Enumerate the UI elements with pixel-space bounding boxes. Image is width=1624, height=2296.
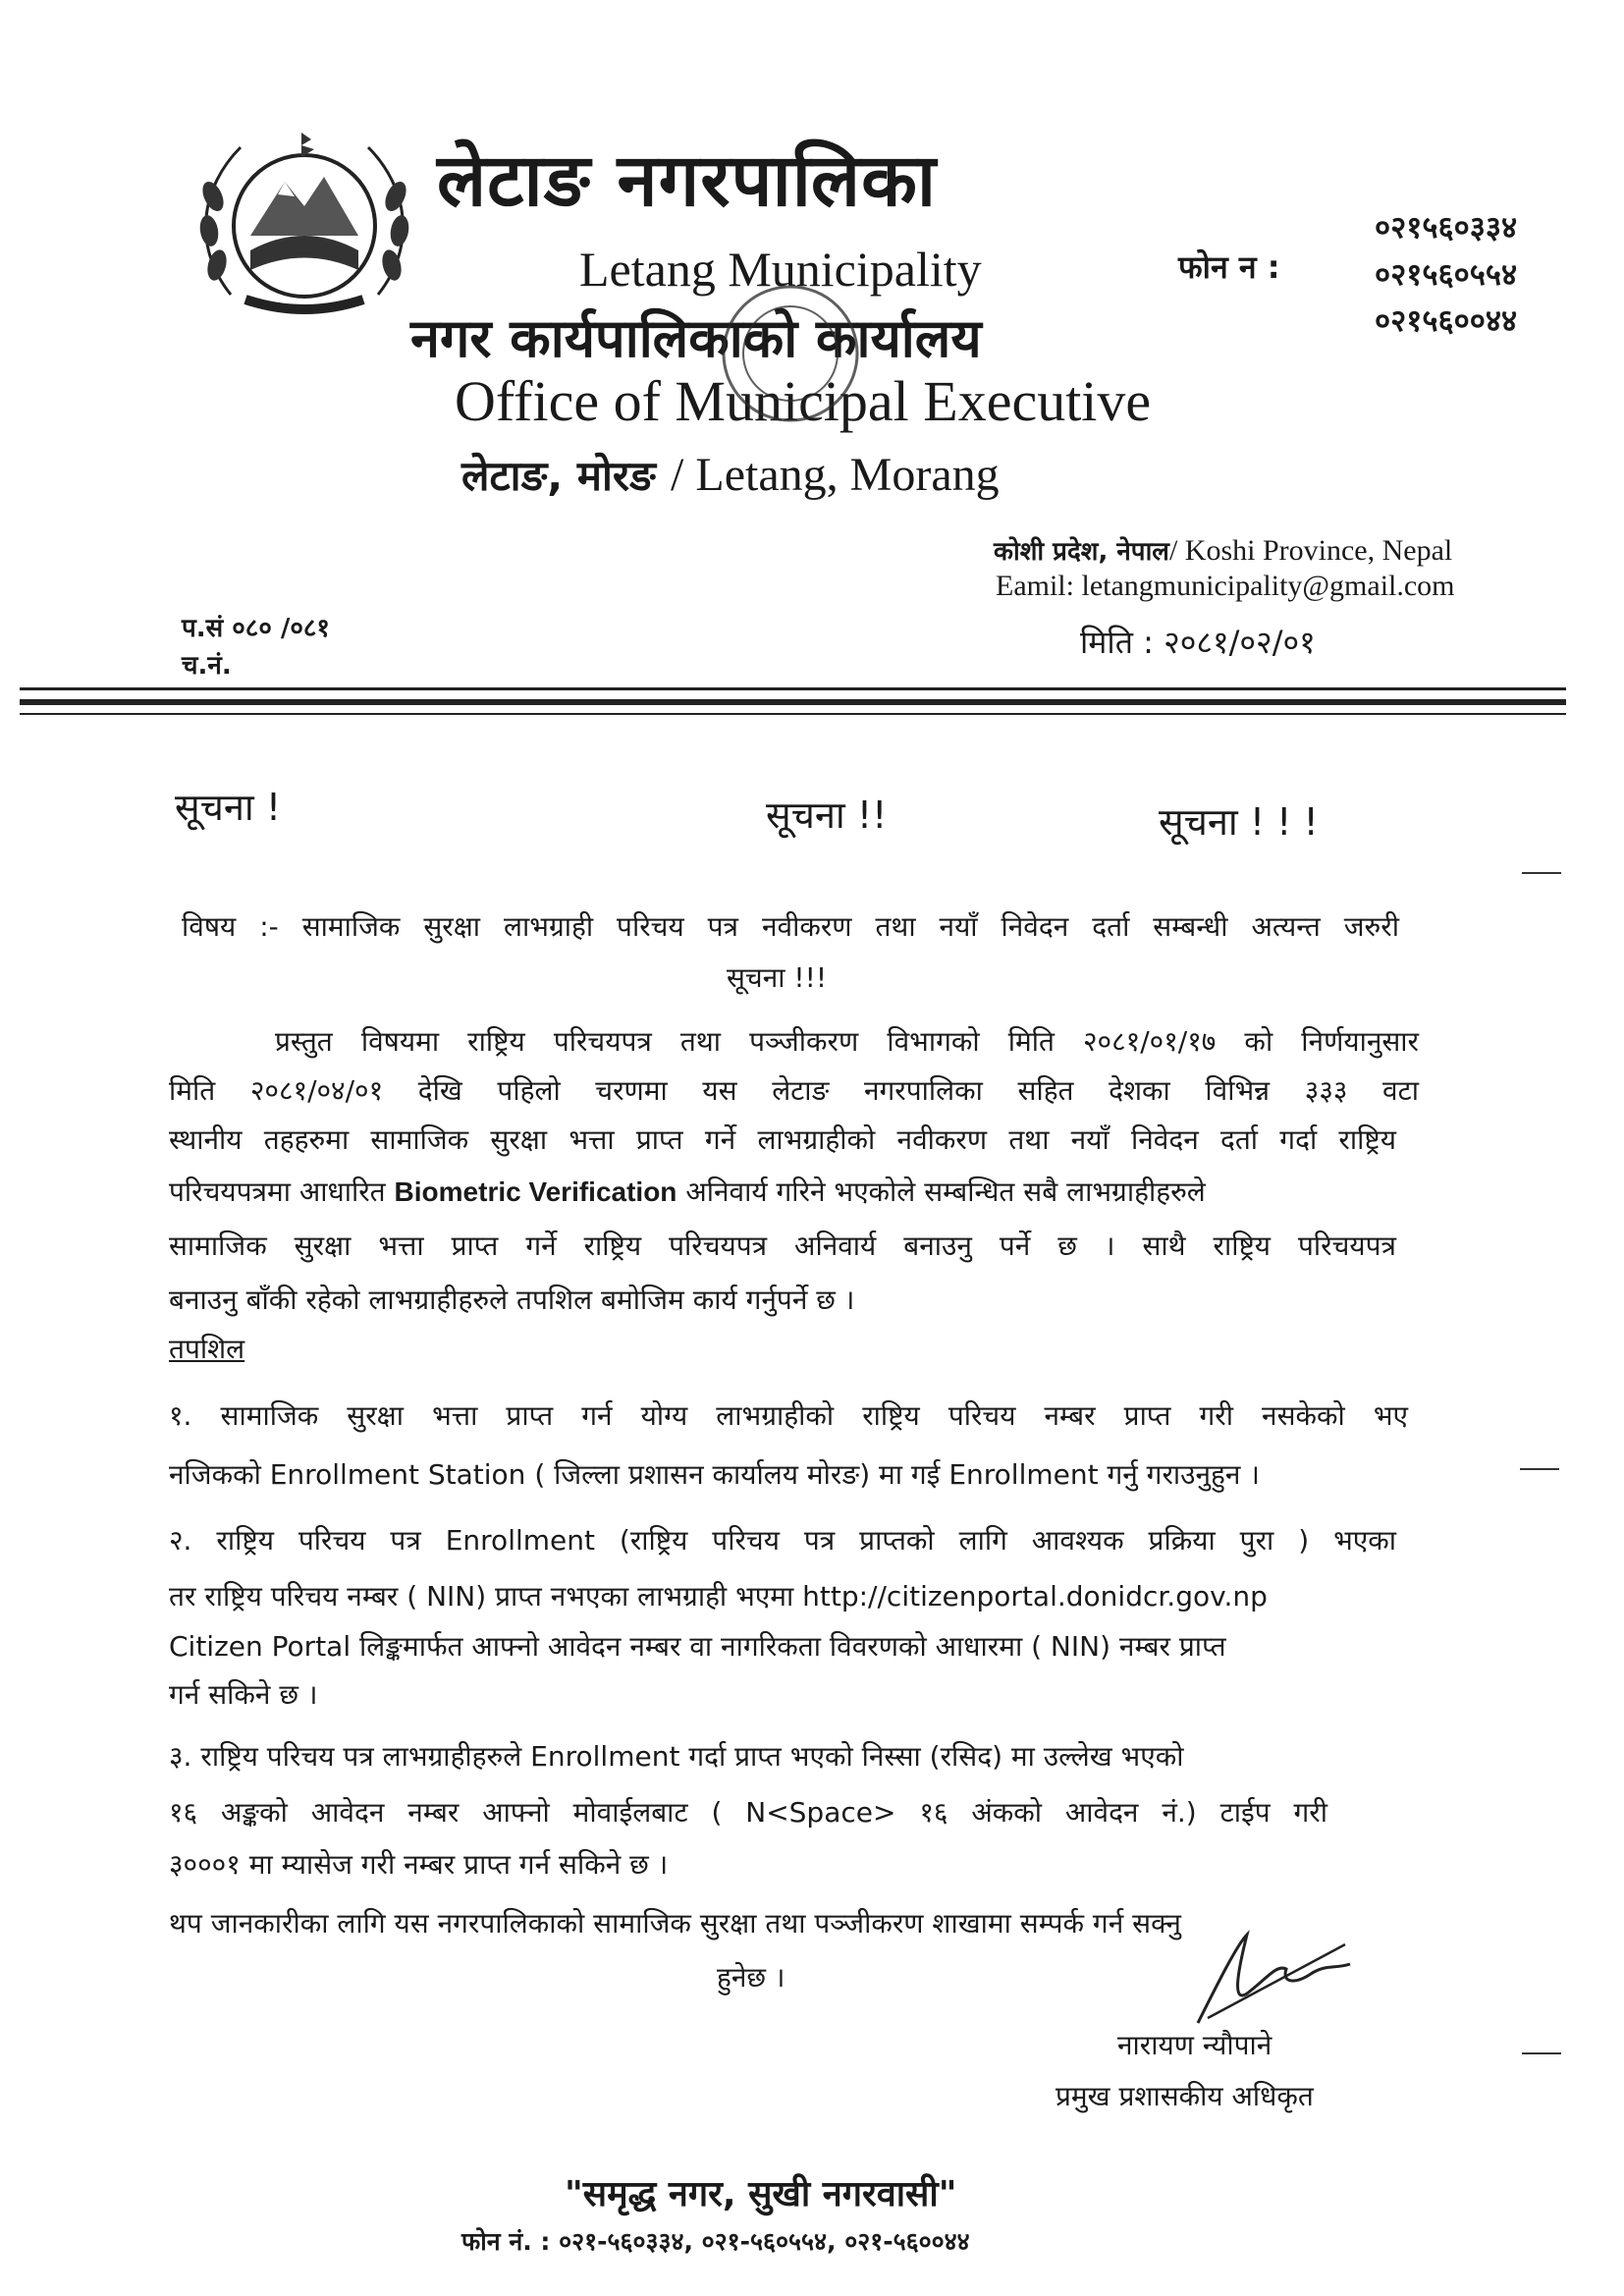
phone-number-1: ०२१५६०३३४ [1375, 210, 1518, 246]
office-title-np: नगर कार्यपालिकाको कार्यालय [410, 307, 982, 369]
notice-heading-2: सूचना !! [766, 793, 888, 837]
body-line-1: प्रस्तुत विषयमा राष्ट्रिय परिचयपत्र तथा पञ्जीकरण विभागको मिति २०८१/०१/१७ को निर्णयानुसार [275, 1025, 1419, 1058]
item-1-line-1: १. सामाजिक सुरक्षा भत्ता प्राप्त गर्न योग्य लाभग्राहीको राष्ट्रिय परिचय नम्बर प्राप्त गरी नसकेको भए [169, 1399, 1408, 1432]
location-np: लेटाङ, मोरङ [461, 452, 656, 500]
phone-label: फोन न : [1178, 248, 1280, 286]
province-line [994, 532, 1452, 568]
body-line-6: बनाउनु बाँकी रहेको लाभग्राहीहरुले तपशिल बमोजिम कार्य गर्नुपर्ने छ । [169, 1284, 855, 1316]
item-3-line-3: ३०००१ मा म्यासेज गरी नम्बर प्राप्त गर्न सकिने छ । [169, 1848, 669, 1881]
municipality-title-en: Letang Municipality [579, 242, 982, 297]
header-separator-top [20, 687, 1566, 690]
dispatch-number: च.नं. [182, 651, 232, 681]
signature [1178, 1925, 1375, 2043]
office-stamp [717, 280, 864, 427]
margin-mark-3 [1522, 2052, 1561, 2054]
letter-date: मिति : २०८१/०२/०१ [1080, 624, 1316, 661]
reference-number: प.सं ०८० /०८१ [182, 614, 330, 643]
municipality-emblem [191, 128, 417, 324]
office-title-en: Office of Municipal Executive [455, 369, 1152, 433]
margin-mark-2 [1520, 1468, 1559, 1470]
item-3-line-1: ३. राष्ट्रिय परिचय पत्र लाभग्राहीहरुले Enrollment गर्दा प्राप्त भएको निस्सा (रसिद) मा उल्लेख भएको [169, 1740, 1184, 1773]
subject-line-1: विषय :- सामाजिक सुरक्षा लाभग्राही परिचय पत्र नवीकरण तथा नयाँ निवेदन दर्ता सम्बन्धी अत्यन्त जरुरी [182, 910, 1399, 943]
signatory-name: नारायण न्यौपाने [1117, 2029, 1272, 2061]
body-line-4-biometric: Biometric Verification [394, 1176, 677, 1207]
closing-line-2: हुनेछ । [717, 1961, 785, 1994]
province-en: / Koshi Province, Nepal [1168, 534, 1453, 567]
header-separator-thin [20, 713, 1566, 715]
footer-slogan: "समृद्ध नगर, सुखी नगरवासी" [565, 2174, 957, 2214]
item-2-line-3: Citizen Portal लिङ्कमार्फत आफ्नो आवेदन नम्बर वा नागरिकता विवरणको आधारमा ( NIN) नम्बर प्राप्त [169, 1630, 1226, 1663]
item-1-line-2: नजिकको Enrollment Station ( जिल्ला प्रशासन कार्यालय मोरङ) मा गई Enrollment गर्नु गराउनुहुन । [169, 1458, 1260, 1491]
email-line: Eamil: letangmunicipality@gmail.com [996, 570, 1455, 602]
body-line-3: स्थानीय तहहरुमा सामाजिक सुरक्षा भत्ता प्राप्त गर्ने लाभग्राहीको नवीकरण तथा नयाँ निवेदन दर्ता गर्दा राष्ट्रिय [169, 1123, 1396, 1156]
province-np: कोशी प्रदेश, नेपाल [994, 537, 1169, 567]
notice-heading-3: सूचना ! ! ! [1159, 800, 1319, 844]
tapashil-heading: तपशिल [169, 1333, 245, 1365]
body-line-4 [169, 1175, 1406, 1208]
closing-line-1: थप जानकारीका लागि यस नगरपालिकाको सामाजिक सुरक्षा तथा पञ्जीकरण शाखामा सम्पर्क गर्न सक्नु [169, 1907, 1181, 1940]
body-line-2: मिति २०८१/०४/०१ देखि पहिलो चरणमा यस लेटाङ नगरपालिका सहित देशका विभिन्न ३३३ वटा [169, 1074, 1419, 1107]
item-3-line-2: १६ अङ्कको आवेदन नम्बर आफ्नो मोवाईलबाट ( N<Space> १६ अंकको आवेदन नं.) टाईप गरी [169, 1796, 1327, 1829]
margin-mark-1 [1522, 872, 1561, 874]
footer-phone: फोन नं. : ०२१-५६०३३४, ०२१-५६०५५४, ०२१-५६००४४ [461, 2227, 970, 2256]
item-2-line-2: तर राष्ट्रिय परिचय नम्बर ( NIN) प्राप्त नभएका लाभग्राही भएमा http://citizenportal.donidcr.gov.np [169, 1580, 1268, 1613]
body-line-4-part-1: परिचयपत्रमा आधारित [169, 1175, 386, 1208]
item-2-line-4: गर्न सकिने छ । [169, 1678, 318, 1711]
item-2-line-1: २. राष्ट्रिय परिचय पत्र Enrollment (राष्ट्रिय परिचय पत्र प्राप्तको लागि आवश्यक प्रक्रिया पुरा ) भएका [169, 1524, 1396, 1557]
body-line-5: सामाजिक सुरक्षा भत्ता प्राप्त गर्ने राष्ट्रिय परिचयपत्र अनिवार्य बनाउनु पर्ने छ । साथै राष्ट्रिय परिचयपत्र [169, 1230, 1396, 1262]
phone-number-2: ०२१५६०५५४ [1375, 257, 1518, 293]
phone-number-3: ०२१५६००४४ [1375, 303, 1518, 339]
body-line-4-part-2: अनिवार्य गरिने भएकोले सम्बन्धित सबै लाभग्राहीहरुले [685, 1175, 1206, 1208]
notice-heading-1: सूचना ! [175, 786, 282, 829]
location-line [461, 447, 1000, 503]
location-en: / Letang, Morang [671, 449, 1000, 501]
signatory-title: प्रमुख प्रशासकीय अधिकृत [1056, 2080, 1314, 2112]
municipality-title-np: लेटाङ नगरपालिका [437, 138, 938, 223]
header-separator-bottom [20, 699, 1566, 705]
subject-line-2: सूचना !!! [727, 961, 828, 994]
